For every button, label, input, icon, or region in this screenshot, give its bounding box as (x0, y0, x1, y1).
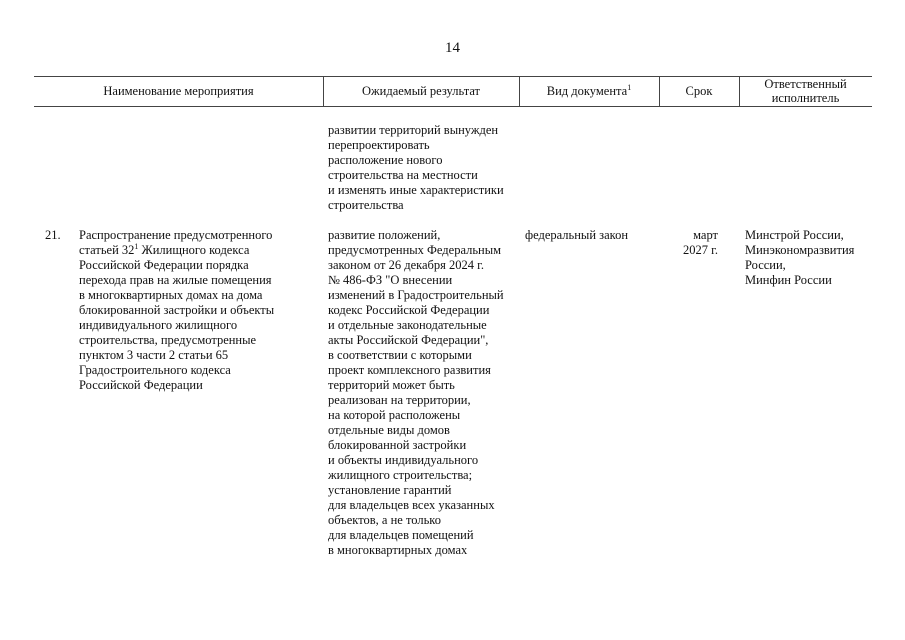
footnote-marker: 1 (627, 82, 632, 92)
row-responsible: Минстрой России, Минэкономразвития России, Минфин России (745, 228, 855, 287)
continuation-result-text: развитии территорий вынужден перепроектировать расположение нового строительства на местности и изменять иные характеристики строительства (328, 123, 504, 212)
header-name: Наименование мероприятия (103, 84, 254, 98)
page-number: 14 (445, 40, 460, 56)
row-name: Распространение предусмотренного статьей $32^1$ Жилищного кодекса Российской Федерации порядка перехода прав на жилые помещения в многоквартирных домах на дома блокированной застройки и объекты индивидуального жилищного строительства, предусмотренные пунктом 3 части 2 статьи 65 Градостроительного кодекса Российской Федерации (79, 228, 275, 392)
row-doc-type: федеральный закон (525, 228, 629, 242)
table-header-bottom-rule (34, 106, 872, 107)
header-doc-type: Вид документа$^1$ (546, 82, 632, 98)
row-number: 21. (45, 228, 61, 242)
header-term: Срок (685, 84, 713, 98)
article-superscript: 1 (134, 241, 139, 251)
row-result: развитие положений, предусмотренных Федеральным законом от 26 декабря 2024 г. № 486-ФЗ "О внесении изменений в Градостроительный кодекс Российской Федерации и отдельные законодательные акты Российской Федерации", в соответствии с которыми проект комплексного развития территорий может быть реализован на территории, на которой расположены отдельные виды домов блокированной застройки и объекты индивидуального жилищного строительства; установление гарантий для владельцев всех указанных объектов, а не только для владельцев помещений в многоквартирных домах (328, 228, 504, 557)
header-responsible: Ответственный исполнитель (764, 77, 847, 105)
row-term: март 2027 г. (683, 228, 718, 257)
header-result: Ожидаемый результат (361, 84, 481, 98)
